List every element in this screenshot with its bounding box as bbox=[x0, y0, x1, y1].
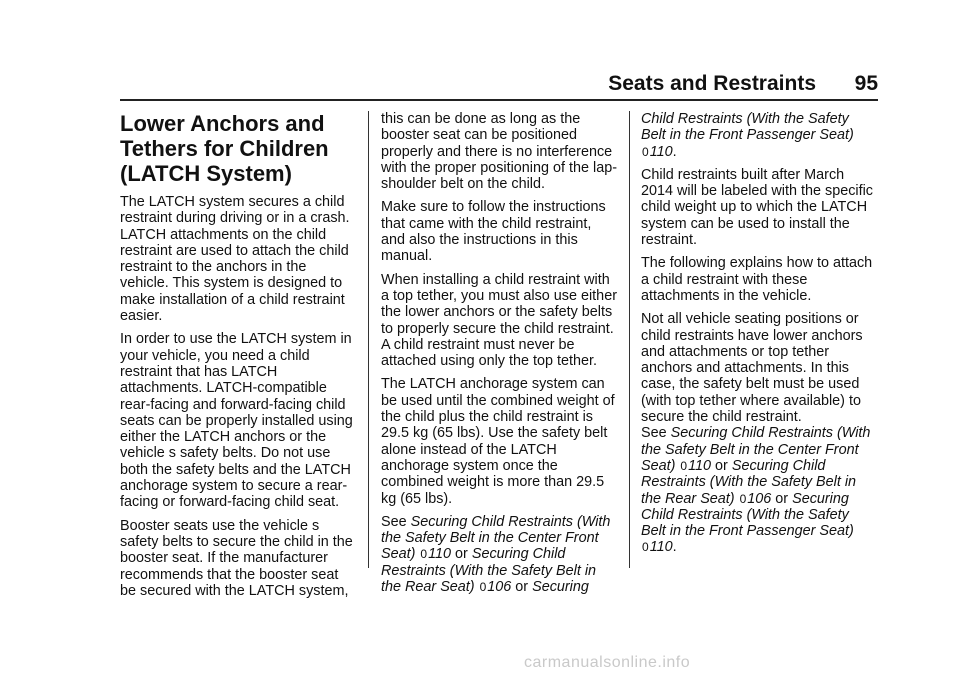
column-2 bbox=[381, 111, 617, 602]
column-1 bbox=[120, 111, 356, 606]
paragraph: Child restraints built after March 2014 will be labeled with the specific child weight up to which the LATCH system can be used to install the restraint. bbox=[641, 166, 873, 249]
watermark: carmanualsonline.info bbox=[524, 654, 691, 671]
paragraph-see-also bbox=[381, 514, 617, 595]
see-label: See bbox=[381, 513, 407, 530]
page-ref-number[interactable]: 110 bbox=[428, 546, 452, 563]
paragraph: The LATCH anchorage system can be used until the combined weight of the child plus the child restraint is 29.5 kg (65 lbs). Use the safety belt alone instead of the LATCH anchorage system once the combined weight is more than 29.5 kg (65 lbs). bbox=[381, 376, 615, 507]
section-heading bbox=[120, 111, 356, 186]
heading-line-2: Tethers for Children bbox=[120, 136, 329, 161]
or-label: or bbox=[515, 579, 529, 596]
cross-reference-link[interactable]: Securing Child Restraints (With the Safety Belt in the Center Front Seat) bbox=[641, 425, 871, 474]
page-ref-number[interactable]: 106 bbox=[747, 490, 772, 507]
cross-reference-link[interactable]: Securing bbox=[532, 579, 589, 596]
paragraph: The following explains how to attach a child restraint with these attachments in the vehicle. bbox=[641, 255, 873, 304]
page-ref-arrow-icon: 0 bbox=[642, 144, 649, 159]
or-label: or bbox=[715, 457, 728, 474]
section-title: Seats and Restraints bbox=[608, 72, 816, 95]
page-ref-number[interactable]: 110 bbox=[649, 143, 673, 160]
running-header bbox=[120, 72, 878, 94]
cross-reference-link[interactable]: Securing Child Restraints (With the Safety Belt in the Center Front Seat) bbox=[381, 513, 611, 563]
paragraph: The LATCH system secures a child restraint during driving or in a crash. LATCH attachments on the child restraint are used to attach the child restraint to the anchors in the vehicle. This system is designed to make installation of a child restraint easier. bbox=[120, 194, 350, 325]
paragraph-ref-continuation: Child Restraints (With the Safety Belt in the Front Passenger Seat) 0110. bbox=[641, 111, 854, 160]
column-divider-1 bbox=[368, 111, 369, 568]
cross-reference-link[interactable]: Child Restraints (With the Safety Belt in the Front Passenger Seat) bbox=[641, 111, 854, 144]
paragraph: When installing a child restraint with a top tether, you must also use either the lower anchors or the safety belts to properly secure the child restraint. A child restraint must never be attached using only the top tether. bbox=[381, 271, 617, 370]
paragraph-see-also: See Securing Child Restraints (With the Safety Belt in the Center Front Seat) 0110 or Securing Child Restraints (With the Safety Belt in the Rear Seat) 0106 or Securing Child Restraints (With the Safety Belt in the Front Passenger Seat) 0110. bbox=[641, 425, 871, 556]
paragraph: Booster seats use the vehicle s safety belts to secure the child in the booster seat. If the manufacturer recommends that the booster seat be secured with the LATCH system, bbox=[120, 517, 353, 599]
header-rule bbox=[120, 99, 878, 101]
page-ref-arrow-icon: 0 bbox=[642, 540, 649, 555]
page-ref-number[interactable]: 106 bbox=[487, 579, 512, 596]
or-label: or bbox=[455, 546, 468, 563]
page-ref-number[interactable]: 110 bbox=[688, 457, 712, 474]
heading-line-1: Lower Anchors and bbox=[120, 111, 325, 136]
page-ref-arrow-icon: 0 bbox=[479, 580, 487, 595]
paragraph: Make sure to follow the instructions that came with the child restraint, and also the instructions in this manual. bbox=[381, 199, 606, 265]
page-ref-arrow-icon: 0 bbox=[680, 458, 688, 473]
page-ref-number[interactable]: 110 bbox=[649, 539, 673, 556]
cross-reference-link[interactable]: Securing Child Restraints (With the Safety Belt in the Rear Seat) bbox=[381, 546, 597, 596]
column-divider-2 bbox=[629, 111, 630, 568]
paragraph: In order to use the LATCH system in your vehicle, you need a child restraint that has LATCH attachments. LATCH-compatible rear-facing and forward-facing child seats can be properly installed using either the LATCH anchors or the vehicle s safety belts. Do not use both the safety belts and the LATCH anchorage system to secure a rear-facing or forward-facing child seat. bbox=[120, 331, 353, 511]
column-3 bbox=[641, 111, 877, 563]
page-number: 95 bbox=[854, 72, 878, 95]
paragraph: this can be done as long as the booster seat can be positioned properly and there is no interference with the proper positioning of the lap-shoulder belt on the child. bbox=[381, 111, 617, 193]
heading-line-3: (LATCH System) bbox=[120, 161, 292, 186]
cross-reference-link[interactable]: Securing Child Restraints (With the Safety Belt in the Front Passenger Seat) bbox=[641, 490, 854, 540]
cross-reference-link[interactable]: Securing Child Restraints (With the Safety Belt in the Rear Seat) bbox=[641, 457, 857, 507]
or-label: or bbox=[775, 490, 789, 507]
page-ref-arrow-icon: 0 bbox=[420, 547, 428, 562]
page-ref-arrow-icon: 0 bbox=[739, 491, 747, 506]
paragraph: Not all vehicle seating positions or child restraints have lower anchors and attachments or top tether anchors and attachments. In this case, the safety belt must be used (with top tether where available) to secure the child restraint. bbox=[641, 311, 863, 426]
see-label: See bbox=[641, 425, 667, 442]
